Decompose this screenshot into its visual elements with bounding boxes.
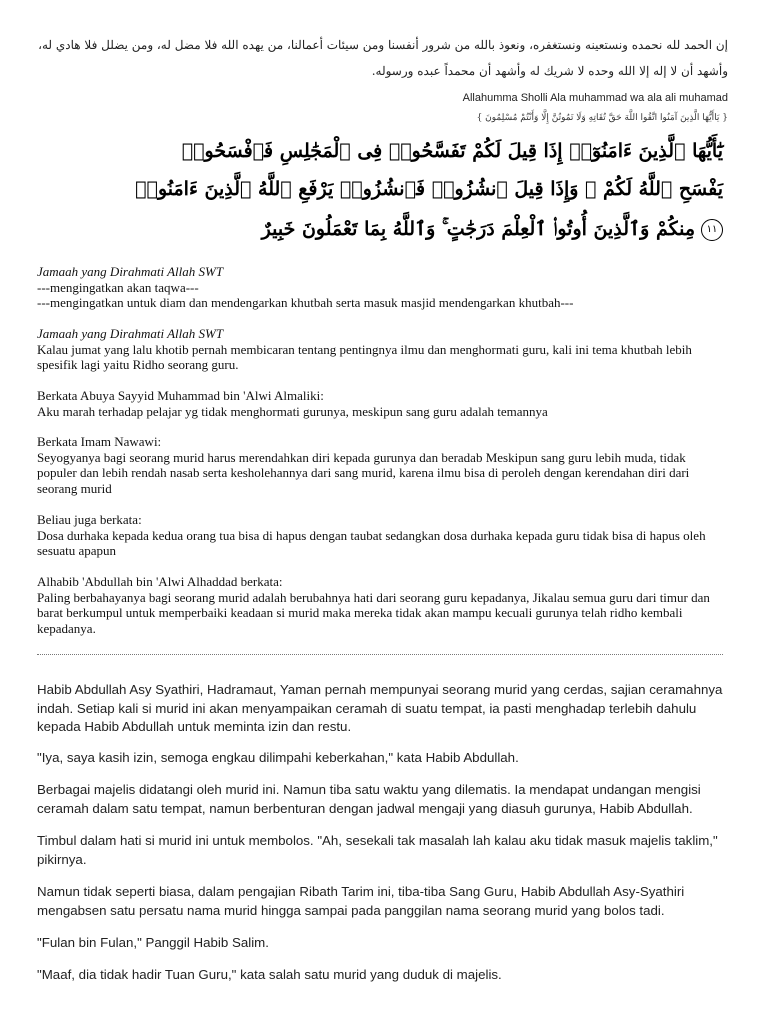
khutbah-section-4 [37, 434, 727, 496]
reminder-line: ---mengingatkan akan taqwa--- [37, 279, 199, 295]
section-text: Kalau jumat yang lalu khotib pernah membicaran tentang pentingnya ilmu dan menghormati guru, kali ini tema khutbah lebih spesifik lagi yaitu Ridho seorang guru. [37, 341, 692, 373]
section-heading: Berkata Abuya Sayyid Muhammad bin 'Alwi Almaliki: [37, 388, 324, 403]
section-text: Dosa durhaka kepada kedua orang tua bisa di hapus dengan taubat sedangkan dosa durhaka kepada guru tidak bisa di hapus oleh sesuatu apapun [37, 527, 706, 559]
quran-verse-line-3-text: مِنكُمْ وَٱلَّذِينَ أُوتُوا۟ ٱلْعِلْمَ دَرَجَٰتٍ ۚ وَٱللَّهُ بِمَا تَعْمَلُونَ خَبِيرٌ [261, 218, 695, 240]
section-text: Paling berbahayanya bagi seorang murid adalah berubahnya hati dari seorang guru kepadanya, Jikalau semua guru dari timur dan barat berkumpul untuk memperbaiki keadaan si murid maka mereka tidak akan mampu kecuali gurunya telah ridho kembali kepadanya. [37, 589, 710, 636]
story-paragraph: "Fulan bin Fulan," Panggil Habib Salim. [37, 935, 269, 950]
section-heading: Jamaah yang Dirahmati Allah SWT [37, 326, 224, 341]
quran-verse-line-2: يَفْسَحِ ٱللَّهُ لَكُمْ ۖ وَإِذَا قِيلَ ٱنشُزُوا۟ فَٱنشُزُوا۟ يَرْفَعِ ٱللَّهُ ٱلَّذِينَ ءَامَنُوا۟ [135, 178, 723, 200]
story-paragraph: "Iya, saya kasih izin, semoga engkau dilimpahi keberkahan," kata Habib Abdullah. [37, 750, 519, 765]
section-heading: Beliau juga berkata: [37, 512, 142, 527]
khutbah-section-2 [37, 326, 727, 373]
ayah-reference: { يَاأَيُّهَا الَّذِينَ آمَنُوا اتَّقُوا اللَّهَ حَقَّ تُقَاتِهِ وَلَا تَمُوتُنَّ إِلَّا وَأَنْتُمْ مُسْلِمُونَ } [476, 113, 728, 123]
section-text: Seyogyanya bagi seorang murid harus merendahkan diri kepada gurunya dan beradab Meskipun sang guru lebih muda, tidak populer dan lebih rendah nasab serta kesholehannya dari sang murid, karena ilmu bisa di peroleh dengan kerendahan diri dari seorang murid [37, 449, 690, 496]
story-paragraph: Habib Abdullah Asy Syathiri, Hadramaut, Yaman pernah mempunyai seorang murid yang cerdas, sajian ceramahnya indah. Setiap kali si murid ini akan menyampaikan ceramah di suatu tempat, ia pasti menghadap terlebih dahulu kepada Habib Abdullah untuk meminta izin dan restu. [37, 682, 723, 734]
section-heading: Berkata Imam Nawawi: [37, 434, 162, 449]
khutbah-section-6 [37, 574, 727, 636]
khutbah-section-3 [37, 388, 727, 419]
quran-verse-line-3 [262, 218, 723, 241]
story-paragraph: "Maaf, dia tidak hadir Tuan Guru," kata salah satu murid yang duduk di majelis. [37, 967, 502, 982]
section-heading: Jamaah yang Dirahmati Allah SWT [37, 264, 224, 279]
quran-verse-line-1: يَٰٓأَيُّهَا ٱلَّذِينَ ءَامَنُوٓا۟ إِذَا قِيلَ لَكُمْ تَفَسَّحُوا۟ فِى ٱلْمَجَٰلِسِ فَٱفْسَحُوا۟ [181, 140, 723, 162]
arabic-opening-line-2: وأشهد أن لا إله إلا الله وحده لا شريك له وأشهد أن محمداً عبده ورسوله. [371, 64, 728, 78]
section-text: Aku marah terhadap pelajar yg tidak menghormati gurunya, meskipun sang guru adalah temannya [37, 403, 548, 419]
shalawat-latin: Allahumma Sholli Ala muhammad wa ala ali muhamad [462, 92, 728, 104]
arabic-opening-line-1: إن الحمد لله نحمده ونستعينه ونستغفره، ونعوذ بالله من شرور أنفسنا ومن سيئات أعمالنا، من يهده الله فلا مضل له، ومن يضلل فلا هادي له، [38, 38, 728, 52]
dotted-divider [37, 654, 723, 655]
story-paragraph: Namun tidak seperti biasa, dalam pengajian Ribath Tarim ini, tiba-tiba Sang Guru, Habib Abdullah Asy-Syathiri mengabsen satu persatu nama murid hingga sampai pada panggilan nama seorang murid yang bolos tadi. [37, 884, 685, 918]
ayah-number-marker: ١١ [701, 219, 723, 241]
section-heading: Alhabib 'Abdullah bin 'Alwi Alhaddad berkata: [37, 574, 283, 589]
story-paragraph: Timbul dalam hati si murid ini untuk membolos. "Ah, sesekali tak masalah lah kalau aku tidak masuk majelis taklim," pikirnya. [37, 833, 718, 867]
story-paragraph: Berbagai majelis didatangi oleh murid ini. Namun tiba satu waktu yang dilematis. Ia mendapat undangan mengisi ceramah dalam satu tempat, namun berbenturan dengan jadwal mengaji yang diasuh gurunya, Habib Abdullah. [37, 782, 701, 816]
reminder-line: ---mengingatkan untuk diam dan mendengarkan khutbah serta masuk masjid mendengarkan khutbah--- [37, 295, 574, 311]
khutbah-section-5 [37, 512, 727, 559]
khutbah-section-1 [37, 264, 727, 311]
